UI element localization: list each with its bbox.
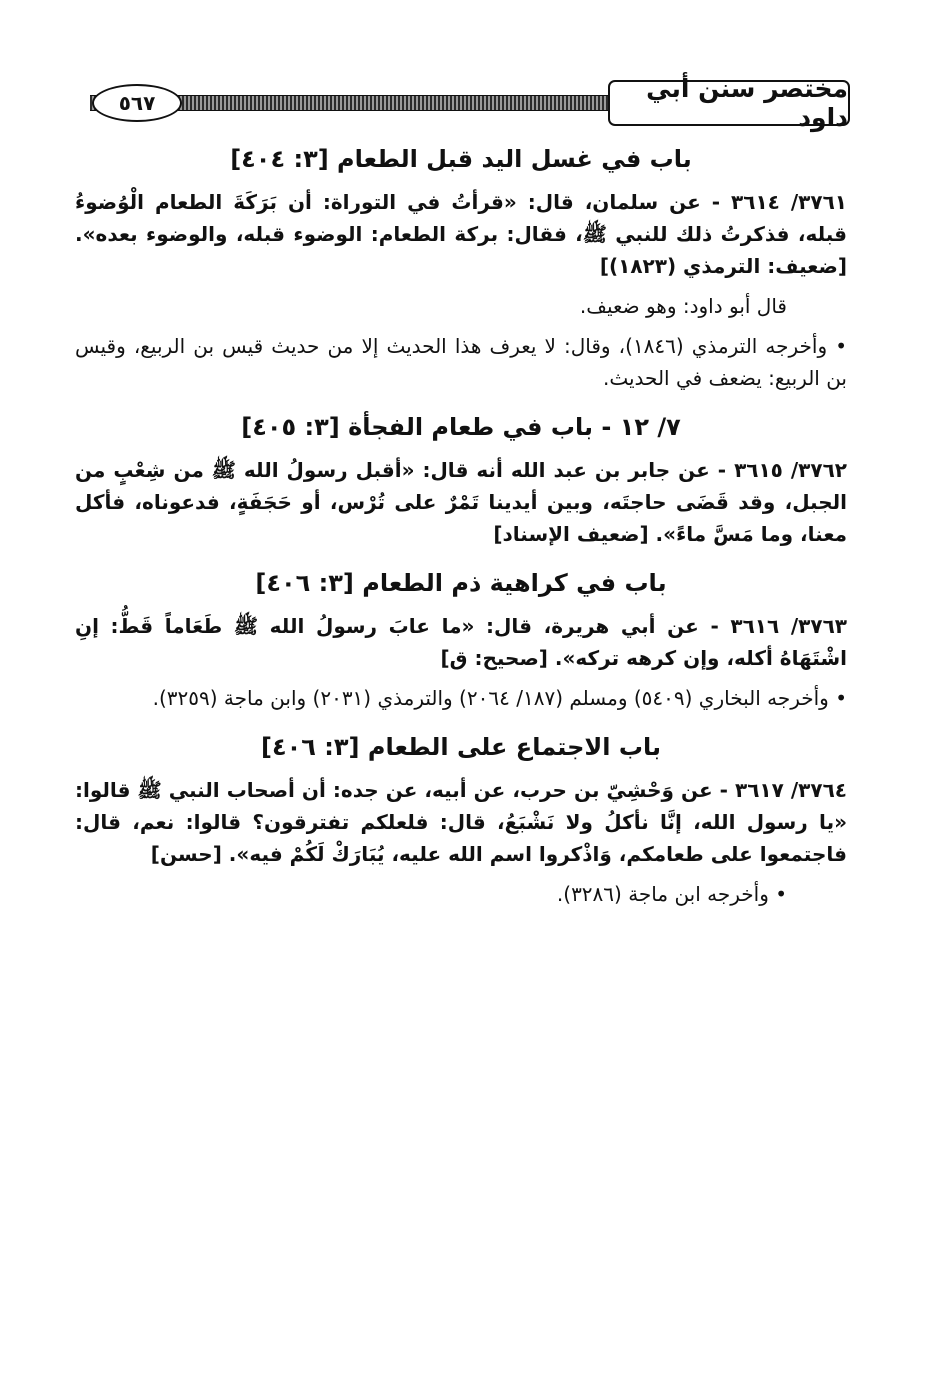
section-heading-2: ٧/ ١٢ - باب في طعام الفجأة [٣: ٤٠٥] bbox=[241, 413, 681, 441]
hadith-3761: ٣٧٦١/ ٣٦١٤ - عن سلمان، قال: «قرأتُ في التوراة: أن بَرَكَةَ الطعام الْوُضوءُ قبله، فذكرتُ ذلك للنبي ﷺ، فقال: بركة الطعام: الوضوء قبله، والوضوء بعده». [ضعيف: الترمذي (١٨٢٣)] bbox=[75, 190, 847, 278]
book-title: مختصر سنن أبي داود bbox=[608, 80, 850, 126]
hadith-3764: ٣٧٦٤/ ٣٦١٧ - عن وَحْشِيّ بن حرب، عن أبيه، عن جده: أن أصحاب النبي ﷺ قالوا: «يا رسول الله، إنَّا نأكلُ ولا نَشْبَعُ، قال: فلعلكم تفترقون؟ قالوا: نعم، قال: فاجتمعوا على طعامكم، وَاذْكروا اسم الله عليه، يُبَارَكْ لَكُمْ فيه». [حسن] bbox=[75, 778, 847, 866]
page-header bbox=[70, 74, 850, 132]
takhrij-note-4: • وأخرجه ابن ماجة (٣٢٨٦). bbox=[556, 882, 787, 906]
section-heading-3: باب في كراهية ذم الطعام [٣: ٤٠٦] bbox=[255, 569, 667, 597]
section-heading-4: باب الاجتماع على الطعام [٣: ٤٠٦] bbox=[261, 733, 661, 761]
takhrij-note-1: • وأخرجه الترمذي (١٨٤٦)، وقال: لا يعرف هذا الحديث إلا من حديث قيس بن الربيع، وقيس بن الربيع: يضعف في الحديث. bbox=[75, 334, 848, 390]
page-body bbox=[75, 140, 847, 910]
hadith-3762: ٣٧٦٢/ ٣٦١٥ - عن جابر بن عبد الله أنه قال: «أقبل رسولُ الله ﷺ من شِعْبٍ من الجبل، وقد قَضَى حاجتَه، وبين أيدينا تَمْرٌ على تُرْس، أو حَجَفَةٍ، فدعوناه، فأكل معنا، وما مَسَّ ماءً». [ضعيف الإسناد] bbox=[75, 458, 847, 546]
section-heading-1: باب في غسل اليد قبل الطعام [٣: ٤٠٤] bbox=[230, 145, 692, 173]
comment-abu-dawud: قال أبو داود: وهو ضعيف. bbox=[579, 294, 787, 318]
takhrij-note-3: • وأخرجه البخاري (٥٤٠٩) ومسلم (١٨٧/ ٢٠٦٤) والترمذي (٢٠٣١) وابن ماجة (٣٢٥٩). bbox=[152, 686, 847, 710]
page-number: ٥٦٧ bbox=[92, 84, 182, 122]
hadith-3763: ٣٧٦٣/ ٣٦١٦ - عن أبي هريرة، قال: «ما عابَ رسولُ الله ﷺ طَعَاماً قَطُّ: إنِ اشْتَهَاهُ أكله، وإن كرهه تركه». [صحيح: ق] bbox=[75, 614, 847, 670]
